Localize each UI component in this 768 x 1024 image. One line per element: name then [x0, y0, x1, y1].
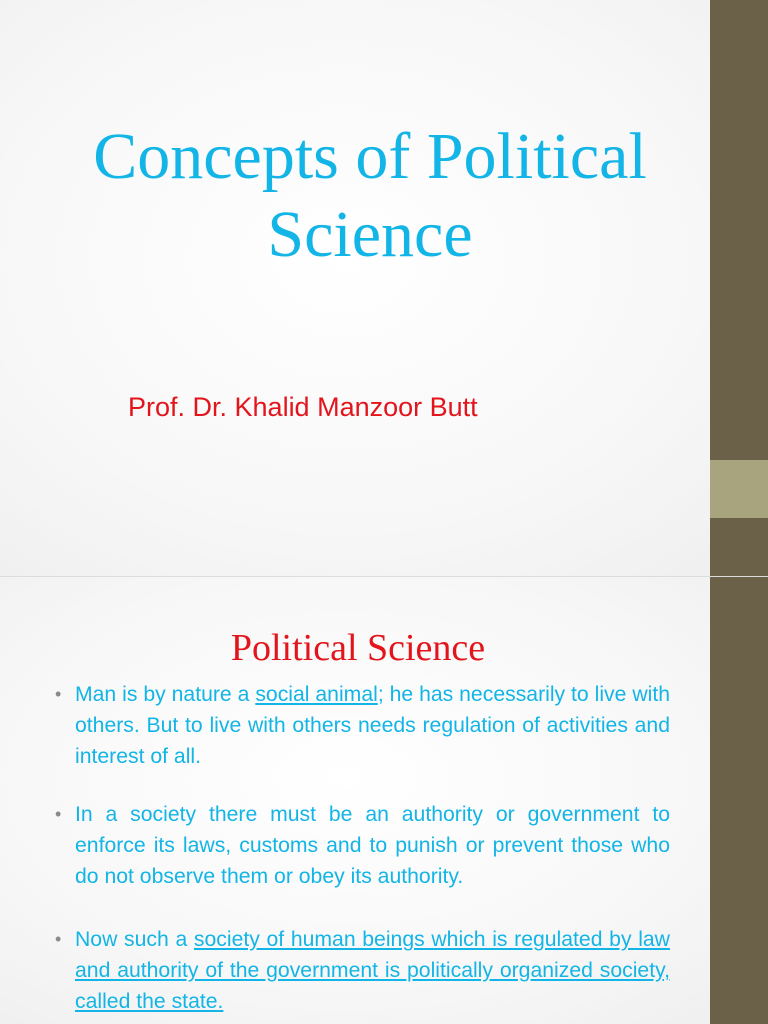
author-name: Prof. Dr. Khalid Manzoor Butt [128, 392, 478, 422]
bullet-underlined-text: social animal [255, 683, 378, 706]
bullet-item [52, 679, 670, 772]
presentation-title: Concepts of Political Science [93, 120, 647, 271]
bullet-text: Man is by nature a [75, 683, 256, 706]
bullet-list [52, 679, 670, 1017]
bullet-underlined-text: society of human beings which is regulated by law and authority of the government is politically organized society, called the state. [75, 928, 670, 1013]
bullet-text: Now such a [75, 928, 194, 951]
decorative-sidebar [710, 577, 768, 1024]
decorative-sidebar-accent [710, 460, 768, 518]
bullet-text: ; he has necessarily to live with others. But to live with others needs regulation of activities and interest of all. [75, 683, 670, 768]
bullet-item [52, 799, 670, 892]
bullet-text: In a society there must be an authority or government to enforce its laws, customs and to punish or prevent those who do not observe them or obey its authority. [75, 803, 670, 888]
bullet-icon: • [55, 929, 62, 949]
bullet-item [52, 924, 670, 1017]
bullet-icon: • [55, 804, 62, 824]
content-slide [0, 577, 768, 1024]
slide-heading: Political Science [230, 627, 486, 669]
bullet-icon: • [55, 684, 62, 704]
